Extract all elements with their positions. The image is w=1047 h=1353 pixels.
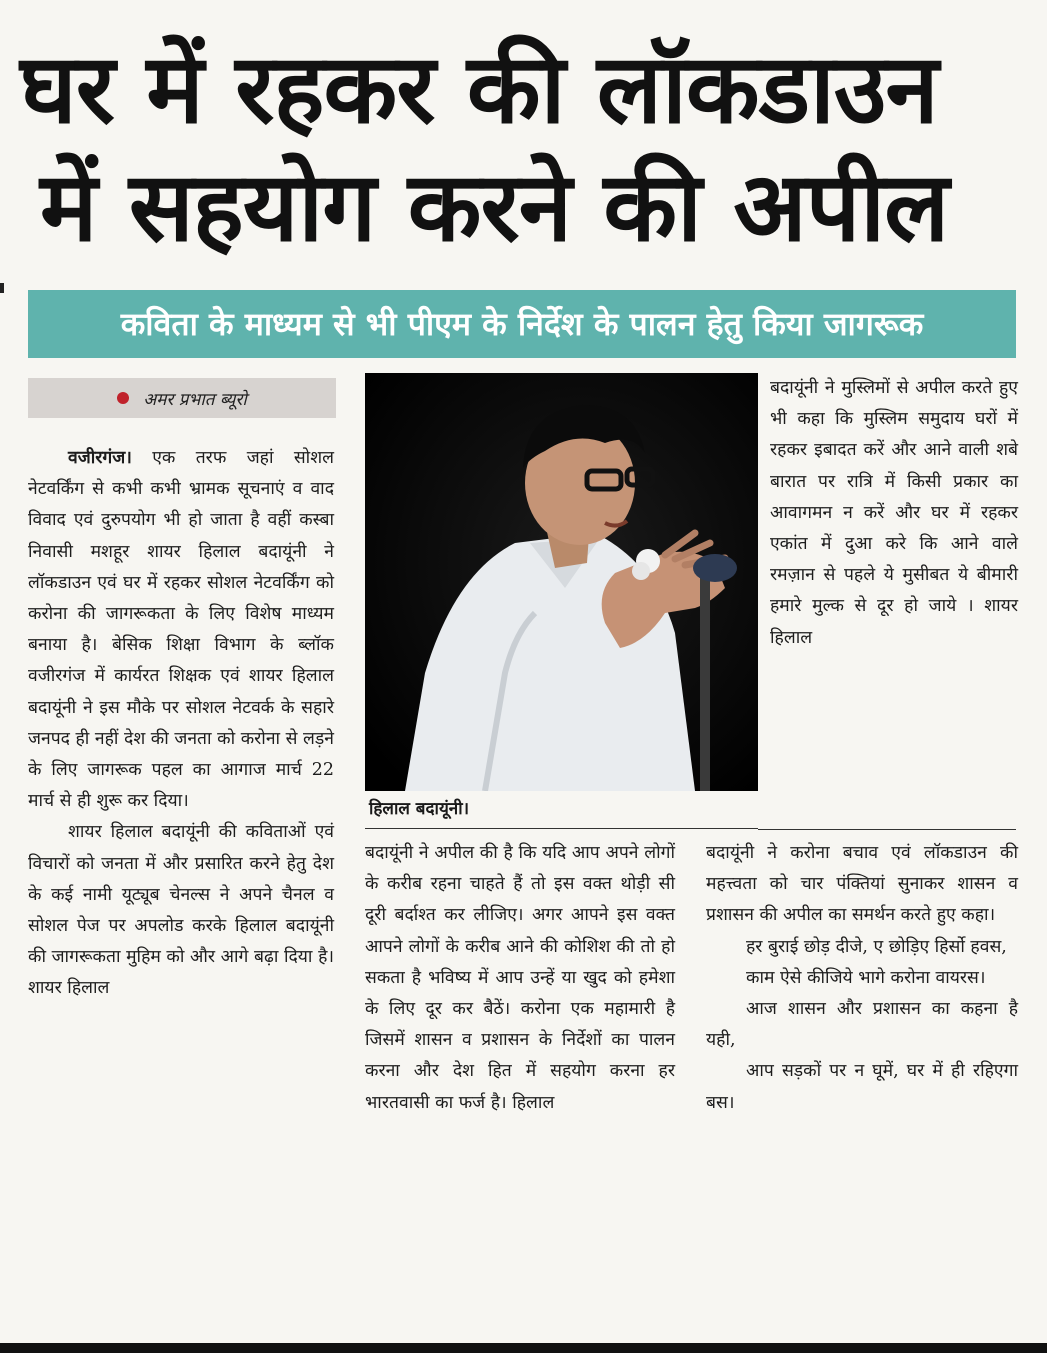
bullet-dot-icon: [117, 392, 129, 404]
column-4-paragraph-1: बदायूंनी ने करोना बचाव एवं लॉकडाउन की महत्त्वता को चार पंक्तियां सुनाकर शासन व प्रशासन की अपील का समर्थन करते हुए कहा।: [706, 843, 1018, 926]
poem-line-1: हर बुराई छोड़ दीजे, ए छोड़िए हिर्सो हवस,: [746, 936, 1007, 957]
column-1-paragraph-1: [28, 443, 334, 817]
headline-line-1: घर में रहकर की लॉकडाउन: [20, 33, 938, 145]
column-1-text-1: एक तरफ जहां सोशल नेटवर्किंग से कभी कभी भ्रामक सूचनाएं व वाद विवाद एवं दुरुपयोग भी हो जाता है वहीं कस्बा निवासी मशहूर शायर हिलाल बदायूंनी ने लॉकडाउन एवं घर में रहकर सोशल नेटवर्किंग को करोना की जागरूकता के लिए विशेष माध्यम बनाया है। बेसिक शिक्षा विभाग के ब्लॉक वजीरगंज में कार्यरत शिक्षक एवं शायर हिलाल बदायूंनी ने इस मौके पर सोशल नेटवर्क के सहारे जनपद ही नहीं देश की जनता को करोना से लड़ने के लिए जागरूक पहल का आगाज मार्च 22 मार्च से ही शुरू कर दिया।: [28, 448, 334, 812]
performer-silhouette-image: [365, 373, 758, 791]
bottom-border: [0, 1343, 1047, 1353]
byline: [28, 378, 336, 418]
edge-mark: [0, 283, 4, 293]
photo-caption: हिलाल बदायूंनी।: [365, 791, 758, 829]
column-2-paragraph-1: बदायूंनी ने अपील की है कि यदि आप अपने लोगों के करीब रहना चाहते हैं तो इस वक्त थोड़ी सी दूरी बर्दाश्त कर लीजिए। अगर आपने इस वक्त आपने लोगों के करीब आने की कोशिश की तो हो सकता है भविष्य में आप उन्हें या खुद को हमेशा के लिए दूर कर बैठें। करोना एक महामारी है जिसमें शासन व प्रशासन के निर्देशों का पालन करना और देश हित में सहयोग करना हर भारतवासी का फर्ज है। हिलाल: [365, 843, 675, 1113]
subheadline-banner: कविता के माध्यम से भी पीएम के निर्देश के पालन हेतु किया जागरूक: [28, 290, 1016, 358]
article-column-4: [706, 838, 1018, 1119]
headline: [20, 30, 1030, 266]
headline-line-2: में सहयोग करने की अपील: [40, 151, 949, 263]
article-column-1: [28, 443, 334, 1005]
article-column-2: [365, 838, 675, 1119]
poem-line-4: आप सड़कों पर न घूमें, घर में ही रहिएगा बस।: [706, 1061, 1018, 1113]
poem-line-2: काम ऐसे कीजिये भागे करोना वायरस।: [746, 967, 986, 988]
article-column-3: [770, 373, 1018, 654]
dateline: वजीरगंज।: [68, 448, 132, 468]
column-3-paragraph-1: बदायूंनी ने मुस्लिमों से अपील करते हुए भी कहा कि मुस्लिम समुदाय घरों में रहकर इबादत करें और आने वाली शबे बारात पर रात्रि में किसी प्रकार का आवागमन न करें और घर में रहकर एकांत में दुआ करे कि आने वाले रमज़ान से पहले ये मुसीबत ये बीमारी हमारे मुल्क से दूर हो जाये । शायर हिलाल: [770, 378, 1018, 648]
column-1-paragraph-2: शायर हिलाल बदायूंनी की कविताओं एवं विचारों को जनता में और प्रसारित करने हेतु देश के कई नामी यूट्यूब चेनल्स ने अपने चैनल व सोशल पेज पर अपलोड करके हिलाल बदायूंनी की जागरूकता मुहिम को और आगे बढ़ा दिया है। शायर हिलाल: [28, 822, 334, 999]
author-photo: [365, 373, 758, 791]
poem-line-3: आज शासन और प्रशासन का कहना है यही,: [706, 999, 1018, 1051]
byline-text: अमर प्रभात ब्यूरो: [143, 389, 247, 410]
column-rule: [758, 829, 1016, 830]
